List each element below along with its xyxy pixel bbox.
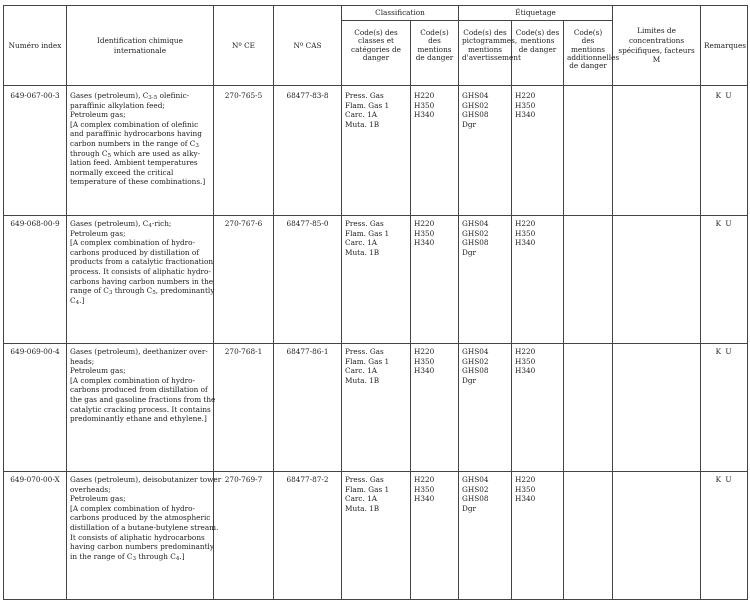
class-hazard-cell: [411, 216, 459, 344]
class-hazard-cell: [411, 344, 459, 472]
index-number-cell: 649-068-00-9: [4, 216, 67, 344]
description-line: range of $C_3$ through $C_5$, predominantly: [70, 286, 215, 297]
description-line: Gases (petroleum), $C_{3-5}$ olefinic-: [70, 91, 190, 101]
chemical-identification-cell: [67, 344, 214, 472]
table-header: [4, 6, 748, 86]
class-code: Carc. 1A: [345, 494, 378, 504]
pictogram-code: GHS02: [462, 100, 489, 110]
pictogram-code: Dgr: [462, 119, 477, 129]
hazard-statement-code: H220: [414, 347, 435, 356]
hazard-statement-code: H340: [515, 110, 536, 120]
pictogram-code: GHS04: [462, 475, 489, 484]
pictogram-code: GHS02: [462, 228, 489, 238]
header-label-hazard-statements: Code(s) des mentions de danger: [512, 21, 564, 86]
subscript: 3-5: [148, 95, 158, 101]
index-number-cell: 649-070-00-X: [4, 472, 67, 600]
description-line: in the range of $C_3$ through $C_4$.]: [70, 551, 185, 562]
class-code: Press. Gas: [345, 91, 384, 100]
remarks-cell: K U: [701, 472, 748, 600]
description-line: Petroleum gas;: [70, 494, 126, 504]
description-line: having carbon numbers predominantly: [70, 542, 214, 552]
pictogram-cell: [459, 86, 512, 216]
description-line: paraffinic alkylation feed;: [70, 100, 165, 110]
pictogram-code: Dgr: [462, 375, 477, 385]
concentration-limits-cell: [613, 344, 701, 472]
concentration-limits-cell: [613, 472, 701, 600]
table-row: [4, 86, 748, 216]
hazard-statement-code: H350: [414, 228, 435, 238]
hazard-statement-code: H350: [414, 356, 435, 366]
description-line: Gases (petroleum), deethanizer over-: [70, 347, 208, 356]
description-line: predominantly ethane and ethylene.]: [70, 414, 207, 424]
subscript: 4: [75, 299, 80, 306]
class-codes-cell: [342, 472, 411, 600]
ce-number-cell: 270-765-5: [214, 86, 274, 216]
label-hazard-cell: [512, 216, 564, 344]
label-hazard-cell: [512, 344, 564, 472]
description-line: [A complex combination of hydro-: [70, 238, 195, 248]
hazard-statement-code: H220: [515, 219, 536, 228]
description-line: process. It consists of aliphatic hydro-: [70, 266, 211, 276]
pictogram-code: Dgr: [462, 247, 477, 257]
description-line: products from a catalytic fractionation: [70, 257, 214, 267]
chemical-identification-cell: [67, 216, 214, 344]
subscript: 4: [175, 555, 180, 562]
class-code: Flam. Gas 1: [345, 100, 390, 110]
description-line: catalytic cracking process. It contains: [70, 404, 211, 414]
cas-number-cell: 68477-83-8: [274, 86, 342, 216]
subscript: 5: [152, 290, 156, 297]
header-pictogram-codes: Code(s) des pictogrammes, mentions d'avertissement: [459, 21, 512, 86]
hazard-statement-code: H340: [515, 238, 536, 248]
class-code: Muta. 1B: [345, 119, 380, 129]
class-code: Press. Gas: [345, 219, 384, 228]
pictogram-code: GHS08: [462, 494, 489, 504]
header-supplemental-hazard: Code(s) des mentions additionnelles de danger: [564, 21, 613, 86]
header-classification: Classification: [342, 6, 459, 21]
description-line: heads;: [70, 356, 95, 366]
description-line: Petroleum gas;: [70, 110, 126, 120]
ce-number-cell: 270-768-1: [214, 344, 274, 472]
hazard-statement-code: H350: [515, 228, 536, 238]
description-line: and paraffinic hydrocarbons having: [70, 129, 202, 139]
pictogram-code: GHS02: [462, 356, 489, 366]
header-class-hazard-statements: Code(s) des mentions de danger: [411, 21, 459, 86]
hazard-statement-code: H340: [414, 110, 435, 120]
class-code: Muta. 1B: [345, 247, 380, 257]
class-code: Muta. 1B: [345, 375, 380, 385]
subscript: 4: [148, 223, 152, 229]
header-chemical-id: Identification chimique internationale: [67, 6, 214, 86]
pictogram-code: GHS02: [462, 484, 489, 494]
index-number-cell: 649-069-00-4: [4, 344, 67, 472]
chemical-identification-cell: [67, 472, 222, 600]
description-line: distillation of a butane-butylene stream.: [70, 522, 219, 532]
hazard-statement-code: H340: [414, 238, 435, 248]
description-line: carbons having carbon numbers in the: [70, 276, 214, 286]
label-hazard-cell: [512, 86, 564, 216]
description-line: [A complex combination of olefinic: [70, 119, 199, 129]
header-concentration-limits: Limites de concentrations spécifiques, facteurs M: [613, 6, 701, 86]
cas-number-cell: 68477-86-1: [274, 344, 342, 472]
index-number-cell: 649-067-00-3: [4, 86, 67, 216]
description-line: Petroleum gas;: [70, 366, 126, 376]
pictogram-code: GHS04: [462, 91, 489, 100]
cas-number-cell: 68477-87-2: [274, 472, 342, 600]
hazard-statement-code: H220: [515, 475, 536, 484]
description-line: [A complex combination of hydro-: [70, 375, 195, 385]
description-line: $C_4$.]: [70, 295, 85, 306]
concentration-limits-cell: [613, 86, 701, 216]
hazard-statement-code: H340: [515, 366, 536, 376]
description-line: carbon numbers in the range of $C_3$: [70, 138, 199, 149]
pictogram-cell: [459, 472, 512, 600]
class-code: Flam. Gas 1: [345, 356, 390, 366]
hazard-statement-code: H350: [515, 484, 536, 494]
description-line: carbons produced by distillation of: [70, 247, 199, 257]
pictogram-code: GHS08: [462, 110, 489, 120]
description-line: [A complex combination of hydro-: [70, 503, 195, 513]
class-code: Carc. 1A: [345, 238, 378, 248]
concentration-limits-cell: [613, 216, 701, 344]
supplemental-hazard-cell: [564, 344, 613, 472]
chemical-identification-cell: [67, 86, 214, 216]
hazard-statement-code: H340: [414, 494, 435, 504]
description-line: the gas and gasoline fractions from the: [70, 394, 216, 404]
hazard-statement-code: H350: [414, 100, 435, 110]
subscript: 3: [108, 290, 113, 297]
subscript: 3: [195, 142, 199, 149]
supplemental-hazard-cell: [564, 216, 613, 344]
class-hazard-cell: [411, 472, 459, 600]
remarks-cell: K U: [701, 216, 748, 344]
class-hazard-cell: [411, 86, 459, 216]
header-ce-number: Nº CE: [214, 6, 274, 86]
description-line: It consists of aliphatic hydrocarbons: [70, 532, 205, 542]
label-hazard-cell: [512, 472, 564, 600]
cas-number-cell: 68477-85-0: [274, 216, 342, 344]
class-code: Muta. 1B: [345, 503, 380, 513]
description-line: overheads;: [70, 484, 111, 494]
hazard-classification-table: [3, 5, 748, 600]
ce-number-cell: 270-769-7: [214, 472, 274, 600]
hazard-statement-code: H220: [515, 91, 536, 100]
class-codes-cell: [342, 344, 411, 472]
class-code: Carc. 1A: [345, 110, 378, 120]
pictogram-cell: [459, 344, 512, 472]
remarks-cell: K U: [701, 344, 748, 472]
hazard-statement-code: H220: [414, 91, 435, 100]
description-line: temperature of these combinations.]: [70, 177, 206, 187]
hazard-statement-code: H350: [414, 484, 435, 494]
class-code: Carc. 1A: [345, 366, 378, 376]
supplemental-hazard-cell: [564, 472, 613, 600]
description-line: Petroleum gas;: [70, 228, 126, 238]
header-class-codes: Code(s) des classes et catégories de danger: [342, 21, 411, 86]
pictogram-code: GHS04: [462, 347, 489, 356]
subscript: 3: [132, 555, 137, 562]
header-index: Numéro index: [4, 6, 67, 86]
description-line: Gases (petroleum), $C_4$-rich;: [70, 219, 172, 229]
hazard-statement-code: H340: [515, 494, 536, 504]
header-labelling: Étiquetage: [459, 6, 613, 21]
class-code: Flam. Gas 1: [345, 228, 390, 238]
description-line: through $C_5$ which are used as alky-: [70, 148, 201, 159]
header-remarks: Remarques: [701, 6, 748, 86]
hazard-statement-code: H350: [515, 356, 536, 366]
description-line: Gases (petroleum), deisobutanizer tower: [70, 475, 222, 484]
hazard-statement-code: H220: [515, 347, 536, 356]
description-line: carbons produced from distillation of: [70, 385, 208, 395]
table-body: [4, 86, 748, 600]
supplemental-hazard-cell: [564, 86, 613, 216]
pictogram-cell: [459, 216, 512, 344]
pictogram-code: GHS08: [462, 238, 489, 248]
hazard-statement-code: H350: [515, 100, 536, 110]
description-line: normally exceed the critical: [70, 167, 174, 177]
hazard-statement-code: H340: [414, 366, 435, 376]
hazard-classification-table-page: [3, 5, 747, 562]
subscript: 5: [107, 152, 112, 159]
description-line: carbons produced by the atmospheric: [70, 513, 211, 523]
pictogram-code: GHS04: [462, 219, 489, 228]
table-row: [4, 344, 748, 472]
table-row: [4, 472, 748, 600]
ce-number-cell: 270-767-6: [214, 216, 274, 344]
table-row: [4, 216, 748, 344]
pictogram-code: GHS08: [462, 366, 489, 376]
header-cas-number: Nº CAS: [274, 6, 342, 86]
hazard-statement-code: H220: [414, 475, 435, 484]
class-codes-cell: [342, 86, 411, 216]
remarks-cell: K U: [701, 86, 748, 216]
class-code: Flam. Gas 1: [345, 484, 390, 494]
description-line: lation feed. Ambient temperatures: [70, 158, 198, 168]
pictogram-code: Dgr: [462, 503, 477, 513]
class-code: Press. Gas: [345, 475, 384, 484]
class-code: Press. Gas: [345, 347, 384, 356]
class-codes-cell: [342, 216, 411, 344]
hazard-statement-code: H220: [414, 219, 435, 228]
